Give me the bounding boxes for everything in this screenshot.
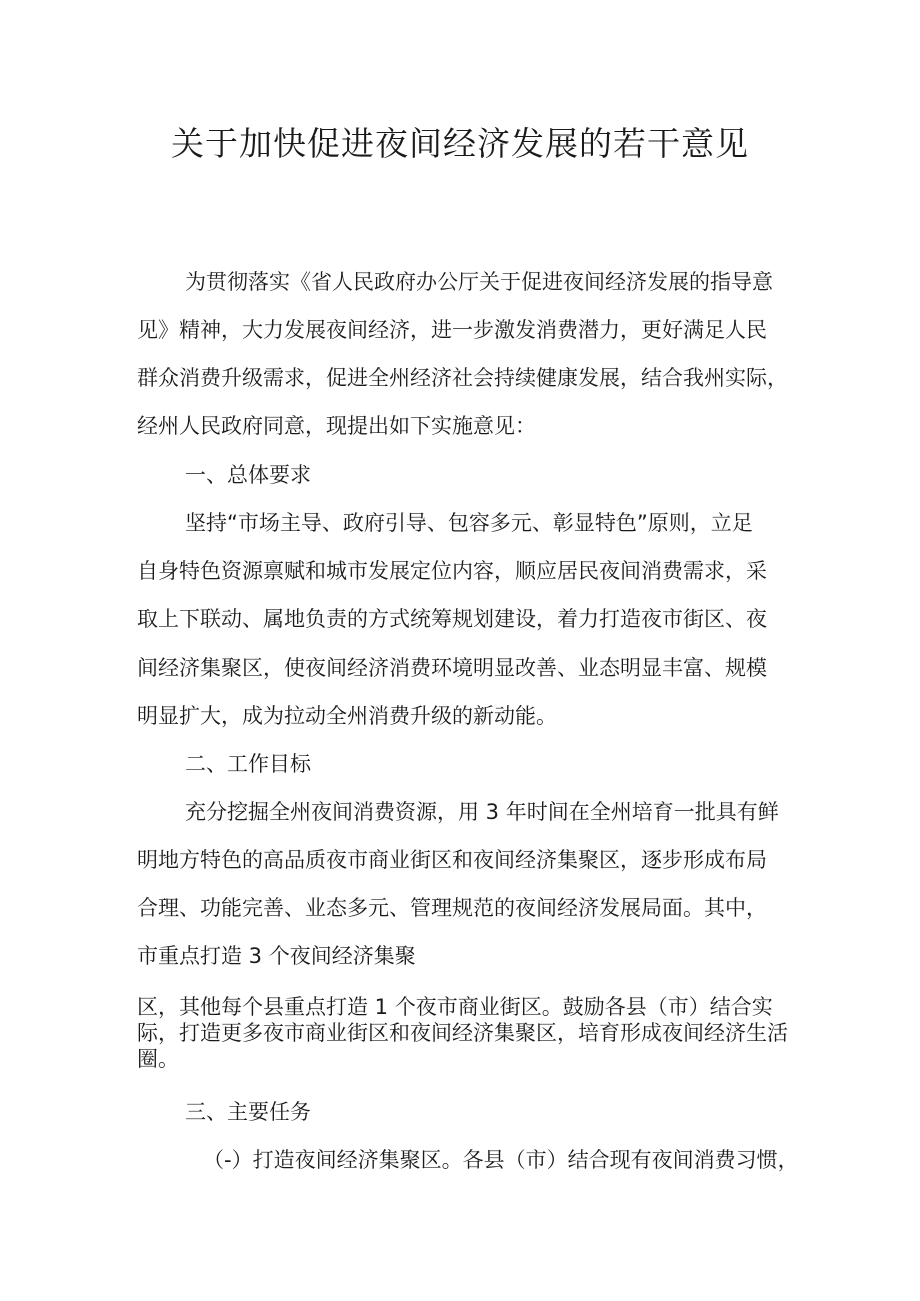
section3-item-1: （-）打造夜间经济集聚区。各县（市）结合现有夜间消费习惯， [203,1148,799,1172]
section-heading-2: 二、工作目标 [185,752,311,776]
document-title: 关于加快促进夜间经济发展的若干意见 [171,124,749,163]
intro-line-2: 见》精神，大力发展夜间经济，进一步激发消费潜力，更好满足人民 [137,318,767,342]
intro-line-4: 经州人民政府同意，现提出如下实施意见： [137,414,536,438]
section2-tight-paragraph: 区，其他每个县重点打造 1 个夜市商业街区。鼓励各县（市）结合实际，打造更多夜市商业街区和夜间经济集聚区，培育形成夜间经济生活圈。 [137,995,788,1071]
section1-line-1: 坚持“市场主导、政府引导、包容多元、彰显特色”原则，立足 [185,511,753,535]
section1-line-5: 明显扩大，成为拉动全州消费升级的新动能。 [137,704,557,728]
section1-line-2: 自身特色资源禀赋和城市发展定位内容，顺应居民夜间消费需求，采 [137,559,767,583]
section2-line-4: 市重点打造 3 个夜间经济集聚 [137,944,416,968]
section1-line-3: 取上下联动、属地负责的方式统筹规划建设，着力打造夜市街区、夜 [137,607,767,631]
intro-line-3: 群众消费升级需求，促进全州经济社会持续健康发展，结合我州实际， [137,366,788,390]
section2-line-1: 充分挖掘全州夜间消费资源，用 3 年时间在全州培育一批具有鲜 [185,800,779,824]
intro-line-1: 为贯彻落实《省人民政府办公厅关于促进夜间经济发展的指导意 [185,270,773,294]
section2-line-2: 明地方特色的高品质夜市商业街区和夜间经济集聚区，逐步形成布局 [137,848,767,872]
section1-line-4: 间经济集聚区，使夜间经济消费环境明显改善、业态明显丰富、规模 [137,656,767,680]
section-heading-1: 一、总体要求 [185,463,311,487]
section-heading-3: 三、主要任务 [185,1100,311,1124]
section2-line-3: 合理、功能完善、业态多元、管理规范的夜间经济发展局面。其中， [137,896,767,920]
